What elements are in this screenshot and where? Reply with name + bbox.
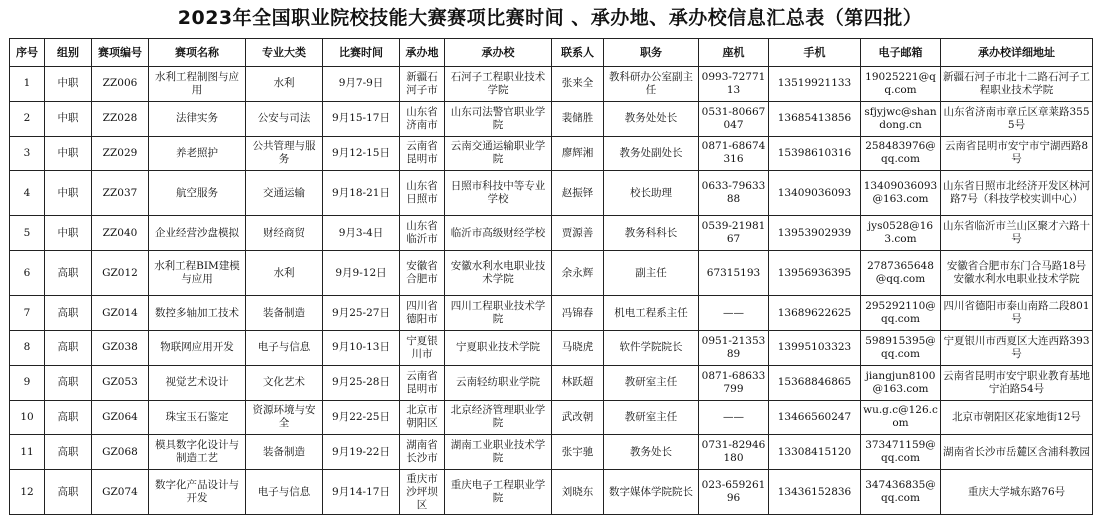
cell-host-school: 日照市科技中等专业学校 (445, 171, 552, 216)
info-table (9, 38, 1093, 515)
cell-address: 重庆大学城东路76号 (941, 470, 1093, 515)
cell-contact: 冯锦春 (552, 296, 604, 331)
cell-category: 交通运输 (246, 171, 323, 216)
cell-event-name: 水利工程制图与应用 (149, 67, 246, 102)
cell-address: 北京市朝阳区花家地街12号 (941, 400, 1093, 435)
cell-time: 9月7-9日 (323, 67, 400, 102)
cell-group: 中职 (45, 67, 92, 102)
cell-contact: 裴储胜 (552, 101, 604, 136)
table-row (10, 435, 1093, 470)
table-row (10, 296, 1093, 331)
cell-event-name: 水利工程BIM建模与应用 (149, 251, 246, 296)
table-row (10, 171, 1093, 216)
page-title: 2023年全国职业院校技能大赛赛项比赛时间 、承办地、承办校信息汇总表（第四批） (177, 7, 923, 29)
cell-index: 9 (10, 365, 45, 400)
cell-event-name: 物联网应用开发 (149, 330, 246, 365)
cell-time: 9月3-4日 (323, 216, 400, 251)
cell-venue: 云南省昆明市 (400, 136, 445, 171)
cell-category: 装备制造 (246, 435, 323, 470)
cell-landline: —— (699, 400, 769, 435)
cell-landline: 0871-68674316 (699, 136, 769, 171)
cell-venue: 四川省德阳市 (400, 296, 445, 331)
cell-contact: 贾源善 (552, 216, 604, 251)
cell-landline: 0871-68633799 (699, 365, 769, 400)
cell-group: 中职 (45, 171, 92, 216)
cell-time: 9月25-28日 (323, 365, 400, 400)
cell-code: GZ012 (92, 251, 149, 296)
cell-mobile: 13308415120 (769, 435, 861, 470)
col-header-position: 职务 (604, 39, 699, 67)
cell-host-school: 安徽水利水电职业技术学院 (445, 251, 552, 296)
cell-contact: 刘晓东 (552, 470, 604, 515)
cell-contact: 马晓虎 (552, 330, 604, 365)
cell-category: 水利 (246, 67, 323, 102)
cell-email[interactable]: jys0528@163.com (861, 216, 941, 251)
cell-event-name: 数控多轴加工技术 (149, 296, 246, 331)
cell-index: 2 (10, 101, 45, 136)
cell-address: 山东省临沂市兰山区聚才六路十号 (941, 216, 1093, 251)
cell-mobile: 15368846865 (769, 365, 861, 400)
cell-position: 教务处处长 (604, 101, 699, 136)
col-header-landline: 座机 (699, 39, 769, 67)
cell-landline: 0633-7963388 (699, 171, 769, 216)
cell-address: 湖南省长沙市岳麓区含浦科教园 (941, 435, 1093, 470)
cell-landline: 0531-80667047 (699, 101, 769, 136)
cell-address: 云南省昆明市安宁市宁湖西路8号 (941, 136, 1093, 171)
cell-venue: 重庆市沙坪坝区 (400, 470, 445, 515)
cell-host-school: 山东司法警官职业学院 (445, 101, 552, 136)
cell-group: 高职 (45, 400, 92, 435)
table-row (10, 101, 1093, 136)
cell-index: 6 (10, 251, 45, 296)
cell-mobile: 15398610316 (769, 136, 861, 171)
cell-code: ZZ037 (92, 171, 149, 216)
cell-index: 1 (10, 67, 45, 102)
cell-position: 教务科科长 (604, 216, 699, 251)
cell-category: 电子与信息 (246, 470, 323, 515)
cell-host-school: 宁夏职业技术学院 (445, 330, 552, 365)
cell-category: 公共管理与服务 (246, 136, 323, 171)
col-header-venue: 承办地 (400, 39, 445, 67)
cell-code: ZZ040 (92, 216, 149, 251)
cell-landline: 0731-82946180 (699, 435, 769, 470)
cell-group: 中职 (45, 101, 92, 136)
table-row (10, 330, 1093, 365)
cell-event-name: 珠宝玉石鉴定 (149, 400, 246, 435)
cell-landline: 67315193 (699, 251, 769, 296)
cell-code: ZZ029 (92, 136, 149, 171)
cell-host-school: 云南交通运输职业学院 (445, 136, 552, 171)
cell-landline: —— (699, 296, 769, 331)
cell-time: 9月14-17日 (323, 470, 400, 515)
cell-event-name: 视觉艺术设计 (149, 365, 246, 400)
cell-contact: 林跃超 (552, 365, 604, 400)
cell-code: GZ053 (92, 365, 149, 400)
cell-email[interactable]: 258483976@qq.com (861, 136, 941, 171)
cell-event-name: 航空服务 (149, 171, 246, 216)
cell-host-school: 北京经济管理职业学院 (445, 400, 552, 435)
col-header-event-name: 赛项名称 (149, 39, 246, 67)
cell-address: 宁夏银川市西夏区大连西路393号 (941, 330, 1093, 365)
cell-group: 高职 (45, 470, 92, 515)
col-header-email: 电子邮箱 (861, 39, 941, 67)
cell-group: 高职 (45, 251, 92, 296)
cell-contact: 赵振铎 (552, 171, 604, 216)
cell-venue: 山东省临沂市 (400, 216, 445, 251)
cell-host-school: 湖南工业职业技术学院 (445, 435, 552, 470)
cell-contact: 张来全 (552, 67, 604, 102)
table-body (10, 67, 1093, 515)
cell-address: 新疆石河子市北十二路石河子工程职业技术学院 (941, 67, 1093, 102)
cell-email[interactable]: 2787365648@qq.com (861, 251, 941, 296)
cell-venue: 北京市朝阳区 (400, 400, 445, 435)
cell-group: 高职 (45, 435, 92, 470)
cell-category: 公安与司法 (246, 101, 323, 136)
cell-email[interactable]: 347436835@qq.com (861, 470, 941, 515)
cell-index: 10 (10, 400, 45, 435)
cell-position: 教研室主任 (604, 365, 699, 400)
cell-landline: 023-65926196 (699, 470, 769, 515)
cell-email[interactable]: sfjyjwc@shandong.cn (861, 101, 941, 136)
col-header-address: 承办校详细地址 (941, 39, 1093, 67)
cell-category: 财经商贸 (246, 216, 323, 251)
cell-venue: 安徽省合肥市 (400, 251, 445, 296)
cell-contact: 廖辉湘 (552, 136, 604, 171)
cell-index: 4 (10, 171, 45, 216)
cell-mobile: 13685413856 (769, 101, 861, 136)
cell-position: 软件学院院长 (604, 330, 699, 365)
table-row (10, 136, 1093, 171)
cell-event-name: 企业经营沙盘模拟 (149, 216, 246, 251)
cell-landline: 0951-2135389 (699, 330, 769, 365)
cell-time: 9月15-17日 (323, 101, 400, 136)
cell-event-name: 数字化产品设计与开发 (149, 470, 246, 515)
cell-host-school: 云南轻纺职业学院 (445, 365, 552, 400)
cell-host-school: 石河子工程职业技术学院 (445, 67, 552, 102)
cell-email[interactable]: 19025221@qq.com (861, 67, 941, 102)
cell-group: 中职 (45, 216, 92, 251)
cell-mobile: 13956936395 (769, 251, 861, 296)
table-row (10, 365, 1093, 400)
cell-event-name: 养老照护 (149, 136, 246, 171)
cell-group: 高职 (45, 365, 92, 400)
cell-venue: 山东省日照市 (400, 171, 445, 216)
cell-index: 3 (10, 136, 45, 171)
cell-code: GZ064 (92, 400, 149, 435)
cell-landline: 0539-2198167 (699, 216, 769, 251)
cell-code: ZZ028 (92, 101, 149, 136)
cell-position: 教研室主任 (604, 400, 699, 435)
cell-email[interactable]: wu.g.c@126.com (861, 400, 941, 435)
cell-group: 高职 (45, 330, 92, 365)
cell-event-name: 法律实务 (149, 101, 246, 136)
col-header-index: 序号 (10, 39, 45, 67)
cell-email[interactable]: 598915395@qq.com (861, 330, 941, 365)
col-header-mobile: 手机 (769, 39, 861, 67)
header-row (10, 39, 1093, 67)
cell-index: 8 (10, 330, 45, 365)
col-header-category: 专业大类 (246, 39, 323, 67)
cell-group: 中职 (45, 136, 92, 171)
cell-email[interactable]: 13409036093@163.com (861, 171, 941, 216)
cell-mobile: 13995103323 (769, 330, 861, 365)
cell-mobile: 13519921133 (769, 67, 861, 102)
col-header-contact: 联系人 (552, 39, 604, 67)
cell-address: 安徽省合肥市东门合马路18号安徽水利水电职业技术学院 (941, 251, 1093, 296)
cell-venue: 山东省济南市 (400, 101, 445, 136)
cell-venue: 宁夏银川市 (400, 330, 445, 365)
cell-host-school: 重庆电子工程职业学院 (445, 470, 552, 515)
cell-time: 9月25-27日 (323, 296, 400, 331)
cell-index: 11 (10, 435, 45, 470)
cell-email[interactable]: 373471159@qq.com (861, 435, 941, 470)
cell-code: GZ038 (92, 330, 149, 365)
cell-venue: 湖南省长沙市 (400, 435, 445, 470)
cell-mobile: 13409036093 (769, 171, 861, 216)
cell-host-school: 四川工程职业技术学院 (445, 296, 552, 331)
cell-mobile: 13953902939 (769, 216, 861, 251)
cell-position: 副主任 (604, 251, 699, 296)
cell-position: 校长助理 (604, 171, 699, 216)
col-header-host-school: 承办校 (445, 39, 552, 67)
cell-category: 资源环境与安全 (246, 400, 323, 435)
col-header-time: 比赛时间 (323, 39, 400, 67)
cell-code: GZ074 (92, 470, 149, 515)
cell-venue: 新疆石河子市 (400, 67, 445, 102)
cell-time: 9月22-25日 (323, 400, 400, 435)
cell-contact: 武改朝 (552, 400, 604, 435)
cell-contact: 余永辉 (552, 251, 604, 296)
cell-code: ZZ006 (92, 67, 149, 102)
cell-email[interactable]: 295292110@qq.com (861, 296, 941, 331)
cell-time: 9月9-12日 (323, 251, 400, 296)
cell-position: 教务处长 (604, 435, 699, 470)
cell-position: 机电工程系主任 (604, 296, 699, 331)
cell-category: 水利 (246, 251, 323, 296)
cell-mobile: 13689622625 (769, 296, 861, 331)
cell-time: 9月18-21日 (323, 171, 400, 216)
table-row (10, 67, 1093, 102)
cell-address: 山东省济南市章丘区章莱路3555号 (941, 101, 1093, 136)
cell-contact: 张宇驰 (552, 435, 604, 470)
cell-group: 高职 (45, 296, 92, 331)
cell-event-name: 模具数字化设计与制造工艺 (149, 435, 246, 470)
cell-address: 山东省日照市北经济开发区林河路7号（科技学校实训中心） (941, 171, 1093, 216)
cell-position: 教科研办公室副主任 (604, 67, 699, 102)
cell-code: GZ014 (92, 296, 149, 331)
cell-venue: 云南省昆明市 (400, 365, 445, 400)
col-header-code: 赛项编号 (92, 39, 149, 67)
cell-time: 9月10-13日 (323, 330, 400, 365)
cell-landline: 0993-7277113 (699, 67, 769, 102)
cell-address: 云南省昆明市安宁职业教育基地宁泊路54号 (941, 365, 1093, 400)
cell-index: 5 (10, 216, 45, 251)
col-header-group: 组别 (45, 39, 92, 67)
cell-position: 数字媒体学院院长 (604, 470, 699, 515)
cell-email[interactable]: jiangjun8100@163.com (861, 365, 941, 400)
cell-category: 装备制造 (246, 296, 323, 331)
cell-address: 四川省德阳市泰山南路二段801号 (941, 296, 1093, 331)
cell-index: 7 (10, 296, 45, 331)
table-row (10, 216, 1093, 251)
cell-index: 12 (10, 470, 45, 515)
cell-time: 9月19-22日 (323, 435, 400, 470)
cell-mobile: 13466560247 (769, 400, 861, 435)
cell-mobile: 13436152836 (769, 470, 861, 515)
cell-host-school: 临沂市高级财经学校 (445, 216, 552, 251)
table-row (10, 400, 1093, 435)
cell-category: 文化艺术 (246, 365, 323, 400)
table-row (10, 470, 1093, 515)
cell-time: 9月12-15日 (323, 136, 400, 171)
cell-category: 电子与信息 (246, 330, 323, 365)
table-row (10, 251, 1093, 296)
cell-position: 教务处副处长 (604, 136, 699, 171)
cell-code: GZ068 (92, 435, 149, 470)
